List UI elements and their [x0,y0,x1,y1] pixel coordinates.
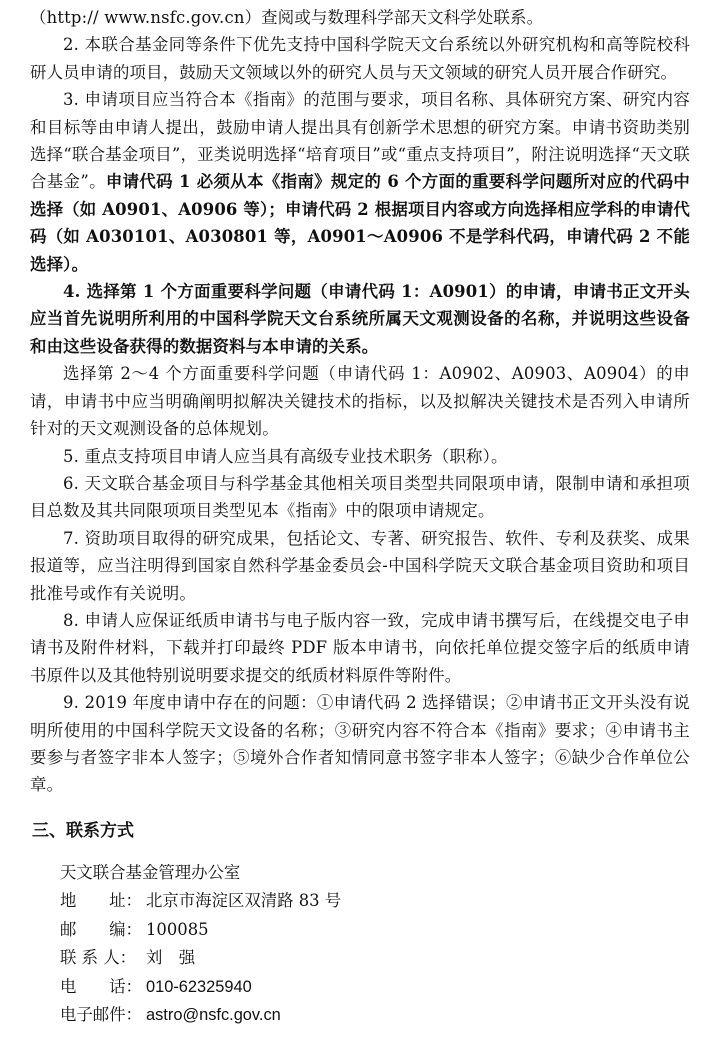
contact-phone-value: 010-62325940 [146,977,252,996]
paragraph-9-issues-2019: 9. 2019 年度申请中存在的问题：①申请代码 2 选择错误；②申请书正文开头没有说明所使用的中国科学院天文设备的名称；③研究内容不符合本《指南》要求；④申请书主要参与者签字非本人签字；⑤境外合作者知情同意书签字非本人签字；⑥缺少合作单位公章。 [30,693,690,795]
contact-person [30,944,690,973]
contact-block [30,859,690,1030]
contact-postcode [30,916,690,945]
contact-phone-label: 电 话： [60,976,142,996]
paragraph-url-contact: （http:// www.nsfc.gov.cn）查阅或与数理科学部天文科学处联系。 [30,8,544,27]
contact-office: 天文联合基金管理办公室 [60,862,241,882]
paragraph-4-code-a0901: 4. 选择第 1 个方面重要科学问题（申请代码 1：A0901）的申请，申请书正文开头应当首先说明所利用的中国科学院天文台系统所属天文观测设备的名称，并说明这些设备和由这些设备获得的数据资料与本申请的关系。 [30,282,690,356]
contact-email-label: 电子邮件： [60,1005,142,1025]
contact-person-label: 联 系 人： [60,948,136,968]
paragraph-5-key-project: 5. 重点支持项目申请人应当具有高级专业技术职务（职称）。 [63,446,508,466]
paragraph-6-limits: 6. 天文联合基金项目与科学基金其他相关项目类型共同限项申请，限制申请和承担项目总数及其共同限项项目类型见本《指南》中的限项申请规定。 [30,473,690,521]
contact-email [30,1001,690,1030]
contact-address [30,887,690,916]
contact-postcode-value: 100085 [146,919,209,939]
paragraph-3-bold-text: 申请代码 1 必须从本《指南》规定的 6 个方面的重要科学问题所对应的代码中选择（如 A0901、A0906 等）；申请代码 2 根据项目内容或方向选择相应学科的申请代码（如 A030101、A030801 等，A0901～A0906 不是学科代码，申请代码 2 不能选择）。 [30,172,691,274]
contact-address-label: 地 址： [60,891,142,911]
contact-email-link[interactable]: astro@nsfc.gov.cn [146,1006,281,1025]
contact-person-value: 刘 强 [146,948,196,968]
contact-phone [30,973,690,1002]
paragraph-8-submission: 8. 申请人应保证纸质申请书与电子版内容一致，完成申请书撰写后，在线提交电子申请书及附件材料，下载并打印最终 PDF 版本申请书，向依托单位提交签字后的纸质申请书原件以及其他特别说明要求提交的纸质材料原件等附件。 [30,610,690,685]
paragraph-3-normal-text: 3. 申请项目应当符合本《指南》的范围与要求，项目名称、具体研究方案、研究内容和目标等由申请人提出，鼓励申请人提出具有创新学术思想的研究方案。申请书资助类别选择“联合基金项目”，亚类说明选择“培育项目”或“重点支持项目”，附注说明选择“天文联合基金”。 [30,90,690,192]
section-heading-contact: 三、联系方式 [32,820,134,841]
contact-address-value: 北京市海淀区双清路 83 号 [146,891,342,911]
paragraph-2-priority-support: 2. 本联合基金同等条件下优先支持中国科学院天文台系统以外研究机构和高等院校科研人员申请的项目，鼓励天文领域以外的研究人员与天文领域的研究人员开展合作研究。 [30,35,690,82]
contact-postcode-label: 邮 编： [60,919,142,939]
paragraph-3-application-requirements [30,86,690,278]
paragraph-4-codes-a0902-a0904: 选择第 2～4 个方面重要科学问题（申请代码 1：A0902、A0903、A0904）的申请，申请书中应当明确阐明拟解决关键技术的指标，以及拟解决关键技术是否列入申请所针对的天文观测设备的总体规划。 [30,364,690,439]
paragraph-7-acknowledgement: 7. 资助项目取得的研究成果，包括论文、专著、研究报告、软件、专利及获奖、成果报道等，应当注明得到国家自然科学基金委员会-中国科学院天文联合基金项目资助和项目批准号或作有关说明。 [30,528,690,603]
